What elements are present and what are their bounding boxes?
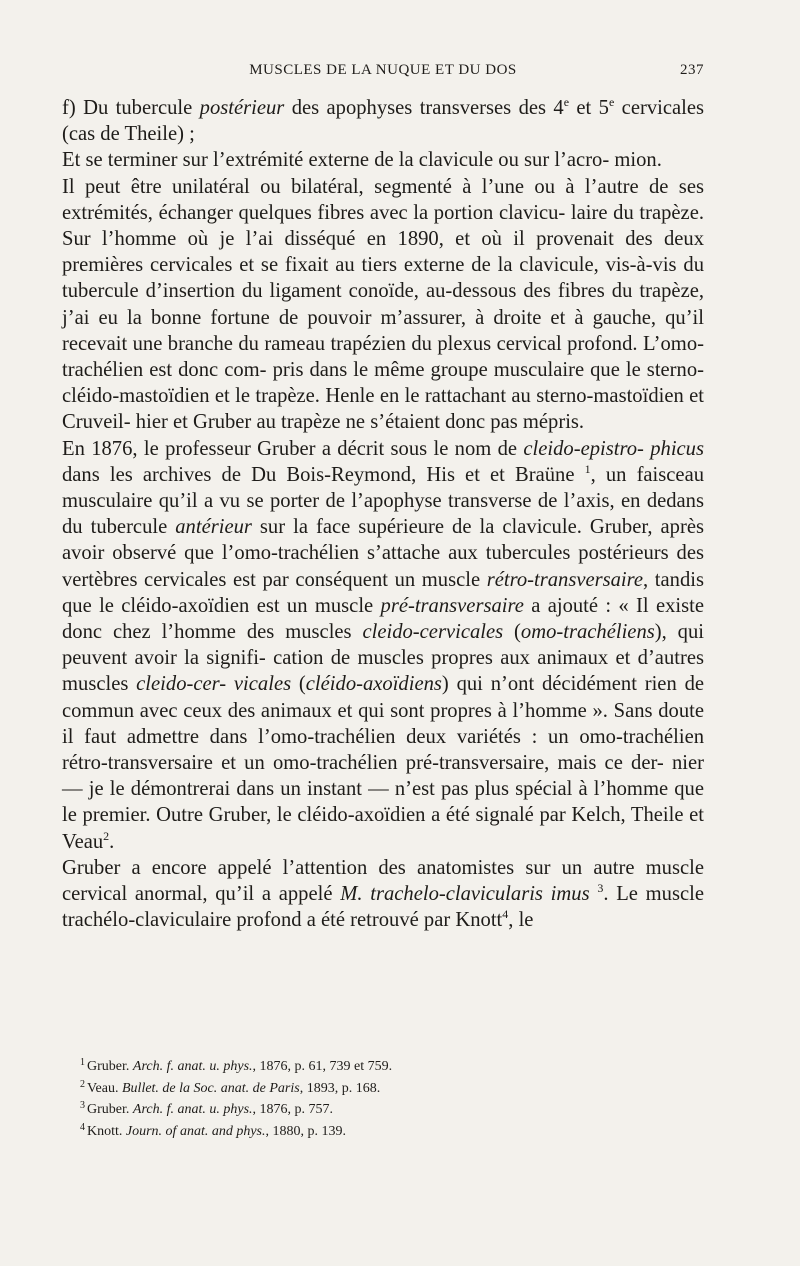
italic-term: Arch. f. anat. u. phys.	[132, 1102, 253, 1117]
text-run: , un	[590, 463, 627, 486]
text-run: En 1876, le professeur Gruber a décrit sous le nom de	[62, 437, 524, 460]
running-title: MUSCLES DE LA NUQUE ET DU DOS	[249, 62, 517, 78]
text-run: mion.	[614, 149, 662, 172]
text-run: par Kelch, Theile et Veau	[62, 804, 704, 853]
text-run: , le	[508, 909, 534, 932]
text-run: .	[109, 830, 115, 853]
italic-term: Journ. of anat. and phys.	[125, 1123, 266, 1139]
text-run: cervicales (cas de Theile) ;	[62, 97, 704, 146]
italic-term: Bullet. de la Soc. anat. de Paris	[122, 1080, 300, 1096]
footnotes	[80, 1056, 700, 1142]
note-reference: 2	[103, 828, 110, 843]
note-reference: e	[608, 95, 615, 109]
text-run: f) Du tubercule	[62, 97, 200, 119]
text-run: Le muscle trachélo-claviculaire profond a été retrouvé par Knott	[62, 883, 704, 932]
note-reference: 1	[584, 461, 591, 476]
note-reference: 2	[80, 1078, 85, 1090]
note-reference: 4	[502, 907, 509, 922]
text-run: un muscle	[394, 568, 487, 591]
text-run: m’assurer, à droite et à gauche, qu’il recevait une branche du rameau	[62, 306, 704, 355]
text-run: muscle cervical anormal, qu’il a appelé	[62, 856, 704, 906]
text-run: sur la face supérieure de la	[251, 516, 495, 539]
text-run: des apophyses transverses des 4	[284, 97, 564, 119]
text-run: , 1880, p. 139.	[265, 1123, 346, 1139]
paragraph	[62, 95, 704, 147]
italic-term: omo-trachéliens	[520, 621, 655, 644]
text-run: faisceau musculaire qu’il a vu se porter de l’apophyse transverse de	[62, 463, 705, 513]
italic-term: antérieur	[175, 516, 252, 539]
text-run: Et se terminer sur l’extrémité externe de la clavicule ou sur l’acro-	[62, 149, 610, 172]
text-run: dans les archives de Du Bois-Reymond, His et et Braüne	[62, 463, 585, 486]
italic-term: cleido-cervicales	[362, 621, 504, 644]
text-line	[62, 438, 644, 460]
text-run: laire du trapèze. Sur l’homme où je l’ai disséqué en 1890, et où il	[62, 201, 704, 251]
paragraph	[62, 855, 704, 934]
italic-term: vicales	[233, 673, 292, 696]
paragraph	[62, 147, 704, 173]
footnote	[80, 1056, 700, 1078]
text-run: et le trapèze. Henle en le rattachant au sterno-mastoïdien et Cruveil-	[62, 385, 704, 434]
note-reference: 4	[80, 1121, 85, 1133]
text-line	[62, 97, 591, 119]
text-run: (	[503, 621, 521, 644]
text-run: .	[603, 883, 609, 906]
italic-term: pré-transversaire	[380, 594, 524, 617]
footnote	[80, 1099, 700, 1121]
note-reference: 1	[80, 1057, 85, 1068]
text-run: nier — je le démontrerai dans un instant — n’est pas plus spécial à	[62, 752, 704, 801]
text-run: trapézien du plexus cervical profond. L’omo-trachélien est donc com-	[62, 332, 704, 382]
paragraph	[62, 436, 704, 855]
text-run: aux tubercules postérieurs des vertèbres cervicales est par conséquent	[62, 542, 704, 591]
italic-term: cleido-cer-	[136, 673, 227, 696]
body-text	[62, 95, 704, 934]
text-line	[127, 726, 704, 748]
text-line	[614, 149, 661, 171]
italic-term: Arch. f. anat. u. phys.	[132, 1059, 253, 1074]
text-run: Knott.	[87, 1123, 126, 1139]
text-run: a ajouté : « Il existe donc chez l’homme des	[62, 594, 704, 644]
italic-term: phicus	[650, 437, 704, 460]
note-reference: e	[563, 95, 570, 109]
text-run: et	[569, 97, 592, 119]
text-run: (	[291, 673, 306, 696]
text-run: cation de muscles propres aux animaux et d’autres muscles	[62, 647, 704, 696]
page-header	[62, 62, 704, 86]
text-run: , 1876, p. 757.	[252, 1102, 334, 1117]
text-run: Gruber a encore appelé l’attention des anatomistes sur un autre	[62, 856, 635, 879]
note-reference: 3	[80, 1100, 85, 1111]
note-reference: 3	[597, 881, 604, 896]
text-run: , 1876, p. 61, 739 et 759.	[252, 1059, 393, 1074]
text-line	[62, 857, 635, 879]
text-run: provenait des deux premières cervicales et se fixait au tiers externe de	[62, 228, 705, 277]
text-run: au-dessous des fibres du trapèze, j’ai eu la bonne fortune de pouvoir	[62, 280, 704, 329]
text-run: Il peut être unilatéral ou bilatéral, segmenté à l’une ou à l’autre	[62, 175, 639, 198]
text-line	[136, 411, 584, 433]
text-line	[62, 149, 609, 171]
text-run: Gruber.	[87, 1102, 133, 1117]
text-run: admettre dans l’omo-trachélien deux variétés : un omo-trachélien	[126, 725, 705, 748]
footnote	[80, 1121, 700, 1143]
italic-term: rétro-transversaire	[486, 568, 644, 591]
text-run: ) qui n’ont décidément rien de commun avec	[62, 673, 705, 722]
text-run: Gruber.	[87, 1059, 133, 1074]
italic-term: cleido-epistro-	[523, 437, 644, 460]
text-run: muscles	[285, 621, 363, 644]
text-run: l’axis, en dedans du tubercule	[62, 490, 704, 539]
text-run: Veau.	[87, 1080, 122, 1096]
text-run: clavicule. Gruber, après avoir observé que l’omo-trachélien s’attache	[62, 516, 704, 565]
footnote	[80, 1078, 700, 1100]
text-run: ), qui peuvent avoir la signifi-	[62, 621, 704, 670]
text-run: hier et Gruber au trapèze ne s’étaient donc pas mépris.	[135, 411, 585, 434]
italic-term: M. trachelo-clavicularis imus	[340, 883, 590, 906]
text-run: l’homme que le premier. Outre Gruber, le cléido-axoïdien a été signalé	[62, 778, 704, 827]
italic-term: postérieur	[199, 97, 285, 119]
page-number: 237	[680, 62, 704, 78]
text-run: muscle	[314, 594, 381, 617]
text-run: la clavicule, vis-à-vis du tubercule d’insertion du ligament conoïde,	[62, 254, 704, 303]
text-run: ceux des animaux et qui sont propres à l’homme ». Sans doute il faut	[62, 699, 705, 748]
text-run: rétro-transversaire et un omo-trachélien pré-transversaire, mais ce der-	[62, 752, 664, 775]
text-run: , 1893, p. 168.	[299, 1080, 381, 1096]
text-run: pris dans le même groupe musculaire que le sterno-cléido-mastoïdien	[62, 359, 704, 408]
text-line	[62, 176, 639, 198]
text-run: 5	[598, 97, 609, 119]
text-run: de ses extrémités, échanger quelques fibres avec la portion clavicu-	[62, 175, 704, 224]
text-run: , tandis que le cléido-axoïdien est un	[62, 568, 704, 617]
italic-term: cléido-axoïdiens	[305, 673, 442, 696]
paragraph	[62, 174, 704, 436]
text-line	[62, 752, 664, 774]
